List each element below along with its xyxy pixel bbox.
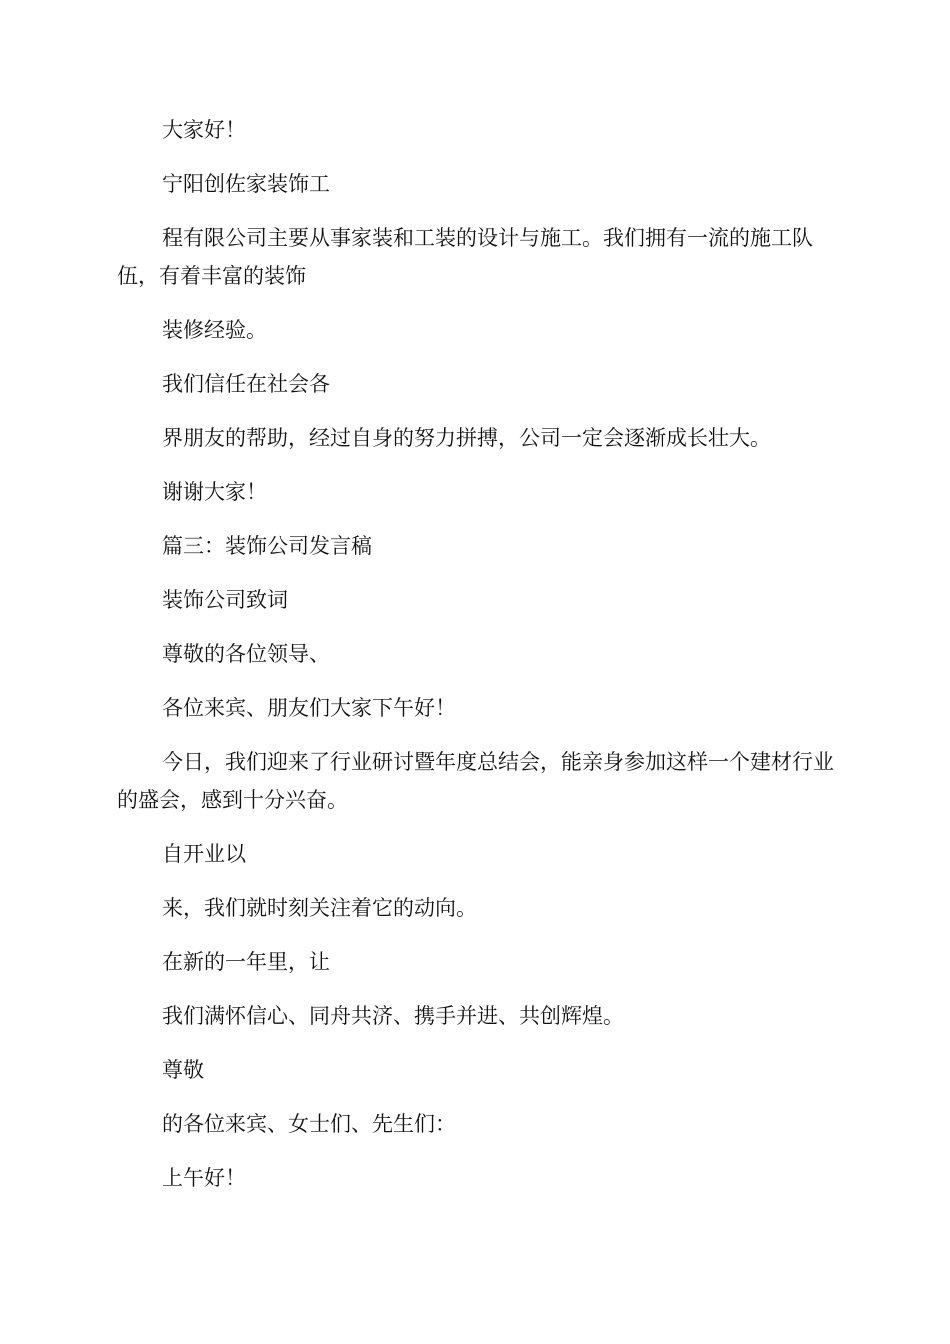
section-heading: 篇三：装饰公司发言稿 [162, 534, 372, 558]
paragraph: 今日，我们迎来了行业研讨暨年度总结会，能亲身参加这样一个建材行业的盛会，感到十分兴奋。 [117, 750, 834, 812]
paragraph: 程有限公司主要从事家装和工装的设计与施工。我们拥有一流的施工队伍，有着丰富的装饰 [117, 226, 813, 288]
paragraph: 宁阳创佐家装饰工 [162, 172, 330, 196]
paragraph: 尊敬的各位领导、 [162, 642, 330, 666]
paragraph: 我们满怀信心、同舟共济、携手并进、共创辉煌。 [162, 1004, 624, 1028]
paragraph: 谢谢大家！ [162, 480, 267, 504]
paragraph: 在新的一年里，让 [162, 950, 330, 974]
paragraph: 各位来宾、朋友们大家下午好！ [162, 696, 456, 720]
paragraph: 的各位来宾、女士们、先生们： [162, 1112, 456, 1136]
paragraph: 装饰公司致词 [162, 588, 288, 612]
paragraph: 来，我们就时刻关注着它的动向。 [162, 896, 477, 920]
paragraph: 上午好！ [162, 1166, 246, 1190]
paragraph: 自开业以 [162, 842, 246, 866]
paragraph: 大家好！ [162, 118, 246, 142]
paragraph: 尊敬 [162, 1058, 204, 1082]
paragraph: 我们信任在社会各 [162, 372, 330, 396]
paragraph: 界朋友的帮助，经过自身的努力拼搏，公司一定会逐渐成长壮大。 [162, 426, 771, 450]
paragraph: 装修经验。 [162, 318, 267, 342]
